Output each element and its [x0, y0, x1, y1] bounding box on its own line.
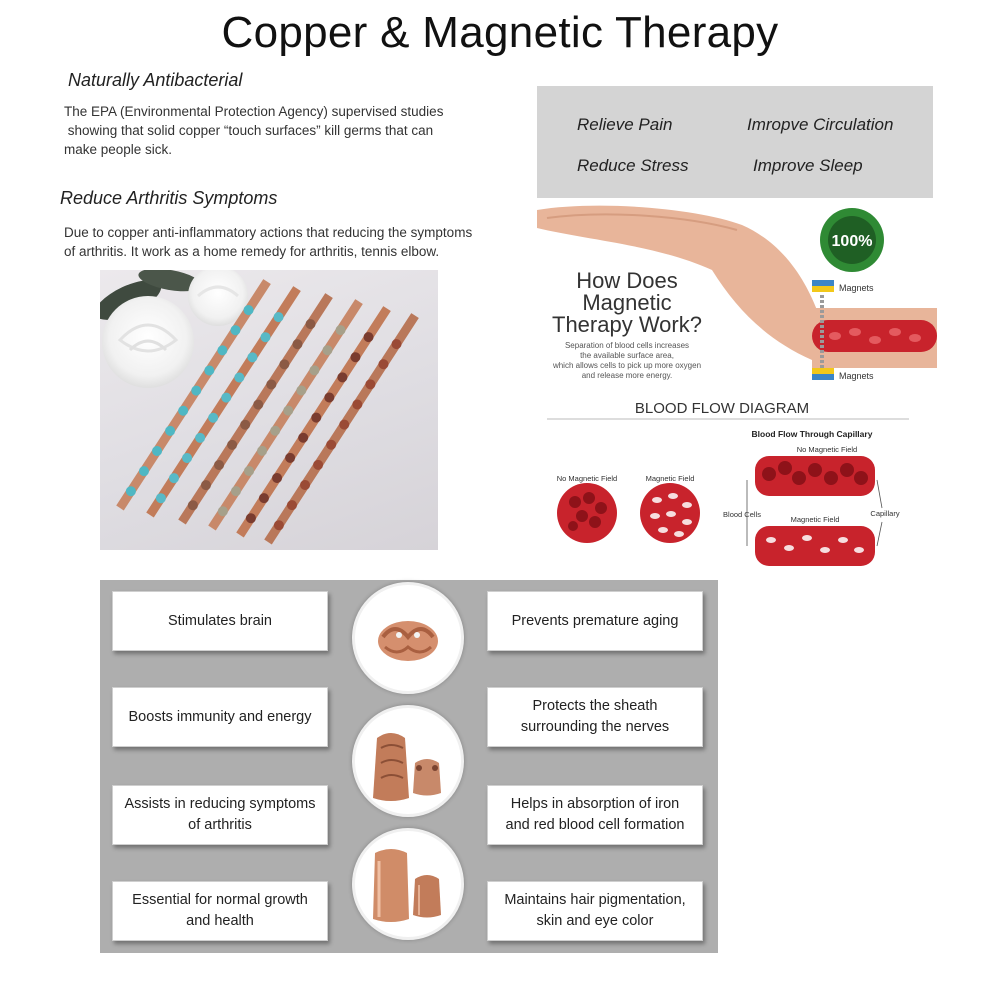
question-line-1: How Does	[576, 268, 678, 293]
features-panel	[100, 580, 718, 953]
benefit-improve-sleep: Improve Sleep	[753, 156, 863, 175]
feature-text-line: and red blood cell formation	[505, 817, 685, 833]
copper-cuff-set-circle	[352, 705, 464, 817]
feature-text-line: of arthritis	[188, 817, 252, 833]
feature-card-right-1	[487, 591, 703, 651]
blood-cells-label: Blood Cells	[723, 510, 761, 519]
antibacterial-line-3: make people sick.	[64, 142, 173, 157]
magnets-label-top: Magnets	[839, 283, 874, 293]
feature-text-line: Assists in reducing symptoms	[124, 796, 316, 812]
antibacterial-line-1: The EPA (Environmental Protection Agency) supervised studies	[64, 104, 444, 119]
benefits-panel	[537, 86, 933, 198]
feature-card-right-3	[487, 785, 703, 845]
magnets-label-bottom: Magnets	[839, 371, 874, 381]
copper-ring-product-circle	[352, 582, 464, 694]
arthritis-heading: Reduce Arthritis Symptoms	[60, 188, 278, 208]
feature-text-line: Helps in absorption of iron	[510, 796, 680, 812]
bracelets-photo	[100, 270, 438, 550]
explanation-line-3: which allows cells to pick up more oxygen	[552, 361, 702, 370]
explanation-line-2: the available surface area,	[580, 351, 674, 360]
copper-plain-cuff-icon	[355, 831, 461, 937]
benefit-relieve-pain: Relieve Pain	[577, 115, 673, 134]
antibacterial-line-2: showing that solid copper “touch surfaces” kill germs that can	[64, 123, 434, 138]
benefit-improve-circulation: Imropve Circulation	[747, 115, 894, 134]
feature-card-left-3	[112, 785, 328, 845]
feature-text: Prevents premature aging	[511, 612, 679, 629]
bracelets-illustration	[100, 270, 438, 550]
explanation-line-1: Separation of blood cells increases	[564, 341, 690, 350]
feature-text-line: skin and eye color	[536, 913, 654, 929]
feature-text-line: and health	[186, 913, 254, 929]
page-title: Copper & Magnetic Therapy	[221, 8, 779, 57]
capillary-title: Blood Flow Through Capillary	[751, 429, 873, 439]
feature-text-line: Essential for normal growth	[132, 892, 308, 908]
copper-cuff-pattern-icon	[355, 708, 461, 814]
copper-ring-icon	[355, 585, 461, 691]
capillary-label: Capillary	[870, 509, 900, 518]
magnetic-therapy-diagram	[537, 200, 937, 580]
feature-text-line: Protects the sheath	[532, 698, 658, 714]
feature-card-left-1	[112, 591, 328, 651]
antibacterial-heading: Naturally Antibacterial	[68, 70, 243, 90]
feature-text: Stimulates brain	[168, 612, 272, 629]
arthritis-line-2: of arthritis. It work as a home remedy for arthritis, tennis elbow.	[64, 244, 440, 259]
question-line-2: Magnetic	[582, 290, 672, 315]
benefit-reduce-stress: Reduce Stress	[577, 156, 689, 175]
feature-card-right-2	[487, 687, 703, 747]
feature-card-left-2	[112, 687, 328, 747]
feature-text: Boosts immunity and energy	[128, 708, 312, 725]
feature-text-line: surrounding the nerves	[520, 719, 670, 735]
field-label-capillary: Magnetic Field	[790, 515, 840, 524]
blood-flow-title: BLOOD FLOW DIAGRAM	[634, 400, 810, 417]
question-line-3: Therapy Work?	[552, 312, 702, 337]
no-field-label: No Magnetic Field	[556, 474, 618, 483]
no-field-label-capillary: No Magnetic Field	[796, 445, 858, 454]
antibacterial-text	[64, 102, 504, 159]
feature-card-left-4	[112, 881, 328, 941]
arthritis-text	[64, 223, 504, 261]
seal-text: 100%	[831, 233, 873, 250]
field-label-circle: Magnetic Field	[645, 474, 695, 483]
copper-plain-cuff-circle	[352, 828, 464, 940]
explanation-line-4: and release more energy.	[581, 371, 673, 380]
capillary-tube-bottom	[755, 526, 875, 566]
feature-card-right-4	[487, 881, 703, 941]
feature-text-line: Maintains hair pigmentation,	[504, 892, 686, 908]
arthritis-line-1: Due to copper anti-inflammatory actions that reducing the symptoms	[64, 225, 473, 240]
diagram-illustration	[537, 200, 937, 580]
